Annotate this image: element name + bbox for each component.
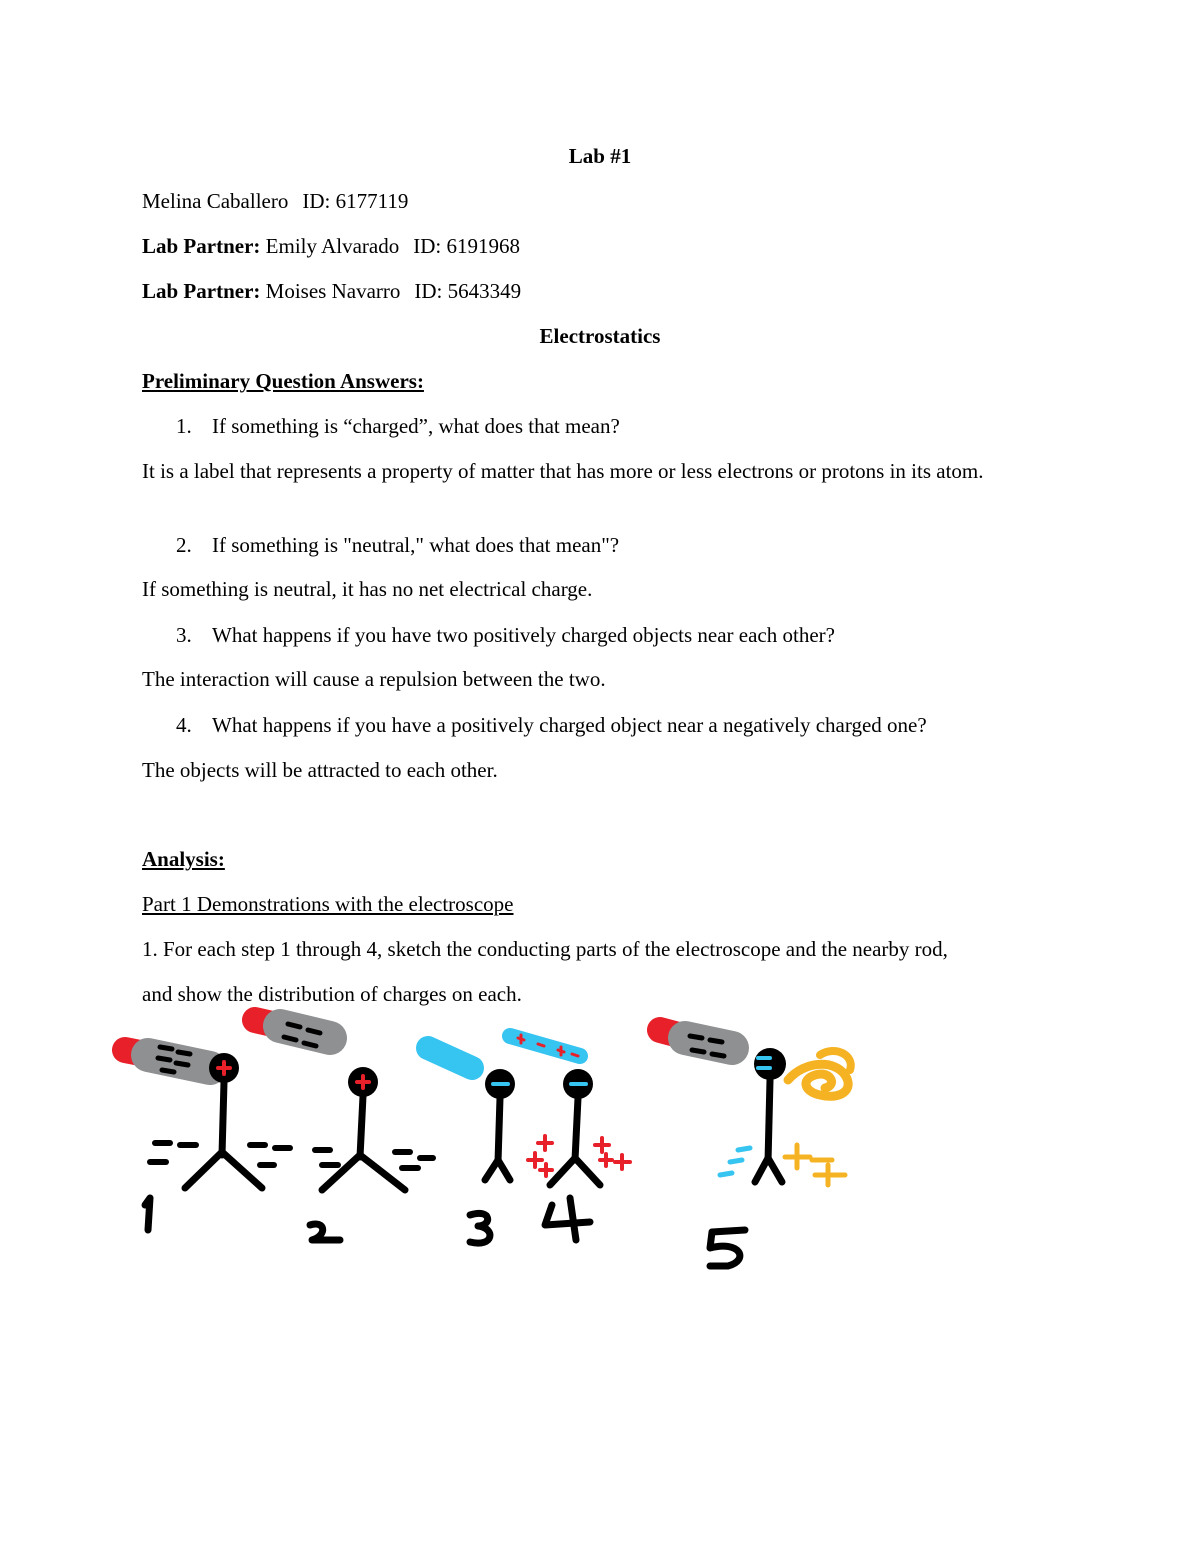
- question-number: 2.: [176, 533, 192, 557]
- student-name: Melina Caballero: [142, 189, 289, 213]
- charged-rod-5: [660, 1030, 732, 1056]
- question-text: If something is "neutral," what does that mean"?: [212, 533, 620, 557]
- partner-id: ID: 5643349: [414, 279, 522, 303]
- partner-name: Emily Alvarado: [265, 234, 400, 258]
- minus-charges: [720, 1148, 750, 1175]
- figure-3: [428, 1048, 515, 1243]
- question-number: 4.: [176, 713, 192, 737]
- instruction-line-1: 1. For each step 1 through 4, sketch the conducting parts of the electroscope and the nearby rod,: [142, 937, 948, 961]
- label-2-mark: [310, 1224, 340, 1240]
- question-3: [176, 621, 835, 649]
- subject-title: Electrostatics: [539, 324, 661, 348]
- question-number: 1.: [176, 414, 192, 438]
- charged-rod-2: [255, 1020, 330, 1046]
- label-4-mark: [545, 1198, 590, 1240]
- electroscope-knob: [754, 1048, 786, 1080]
- electroscope-stem: [755, 1080, 782, 1182]
- answer-3: The interaction will cause a repulsion between the two.: [142, 667, 606, 691]
- lab-title: Lab #1: [568, 144, 632, 168]
- blue-rod-3: [428, 1048, 472, 1068]
- electroscope-stem: [322, 1096, 405, 1190]
- plus-charges: [785, 1145, 845, 1185]
- question-text: If something is “charged”, what does that mean?: [212, 414, 620, 438]
- student-id: ID: 6177119: [302, 189, 409, 213]
- preliminary-heading: Preliminary Question Answers:: [142, 369, 424, 393]
- figure-1: [125, 1047, 290, 1230]
- label-3-mark: [470, 1213, 490, 1243]
- electroscope-stem: [550, 1098, 600, 1185]
- answer-2: If something is neutral, it has no net electrical charge.: [142, 577, 593, 601]
- label-5-mark: [710, 1230, 745, 1266]
- question-text: What happens if you have a positively charged object near a negatively charged one?: [212, 713, 927, 737]
- question-text: What happens if you have two positively charged objects near each other?: [212, 623, 835, 647]
- electroscope-sketch: [100, 1000, 880, 1290]
- partner-label: Lab Partner:: [142, 279, 261, 303]
- electroscope-stem: [185, 1082, 262, 1188]
- answer-4: The objects will be attracted to each other.: [142, 758, 498, 782]
- part-title: Part 1 Demonstrations with the electroscope: [142, 892, 514, 916]
- student-line: [142, 187, 408, 215]
- question-number: 3.: [176, 623, 192, 647]
- partner-id: ID: 6191968: [413, 234, 520, 258]
- figure-2: [255, 1020, 433, 1240]
- partner-line-1: [142, 232, 520, 260]
- partner-name: Moises Navarro: [265, 279, 401, 303]
- charged-rod-1: [125, 1047, 210, 1072]
- partner-label: Lab Partner:: [142, 234, 261, 258]
- blue-rod-4: [510, 1035, 580, 1056]
- analysis-heading: Analysis:: [142, 847, 225, 871]
- question-2: [176, 531, 619, 559]
- partner-line-2: [142, 277, 521, 305]
- grounding-hand: [788, 1064, 848, 1096]
- instruction-line-2: and show the distribution of charges on each.: [142, 982, 522, 1006]
- figure-5: [660, 1030, 851, 1266]
- figure-4: [510, 1035, 630, 1240]
- question-1: [176, 412, 620, 440]
- label-1-mark: [145, 1198, 150, 1230]
- question-4: [176, 711, 927, 739]
- answer-1: It is a label that represents a property of matter that has more or less electrons or protons in its atom.: [142, 459, 984, 483]
- electroscope-stem: [485, 1098, 510, 1180]
